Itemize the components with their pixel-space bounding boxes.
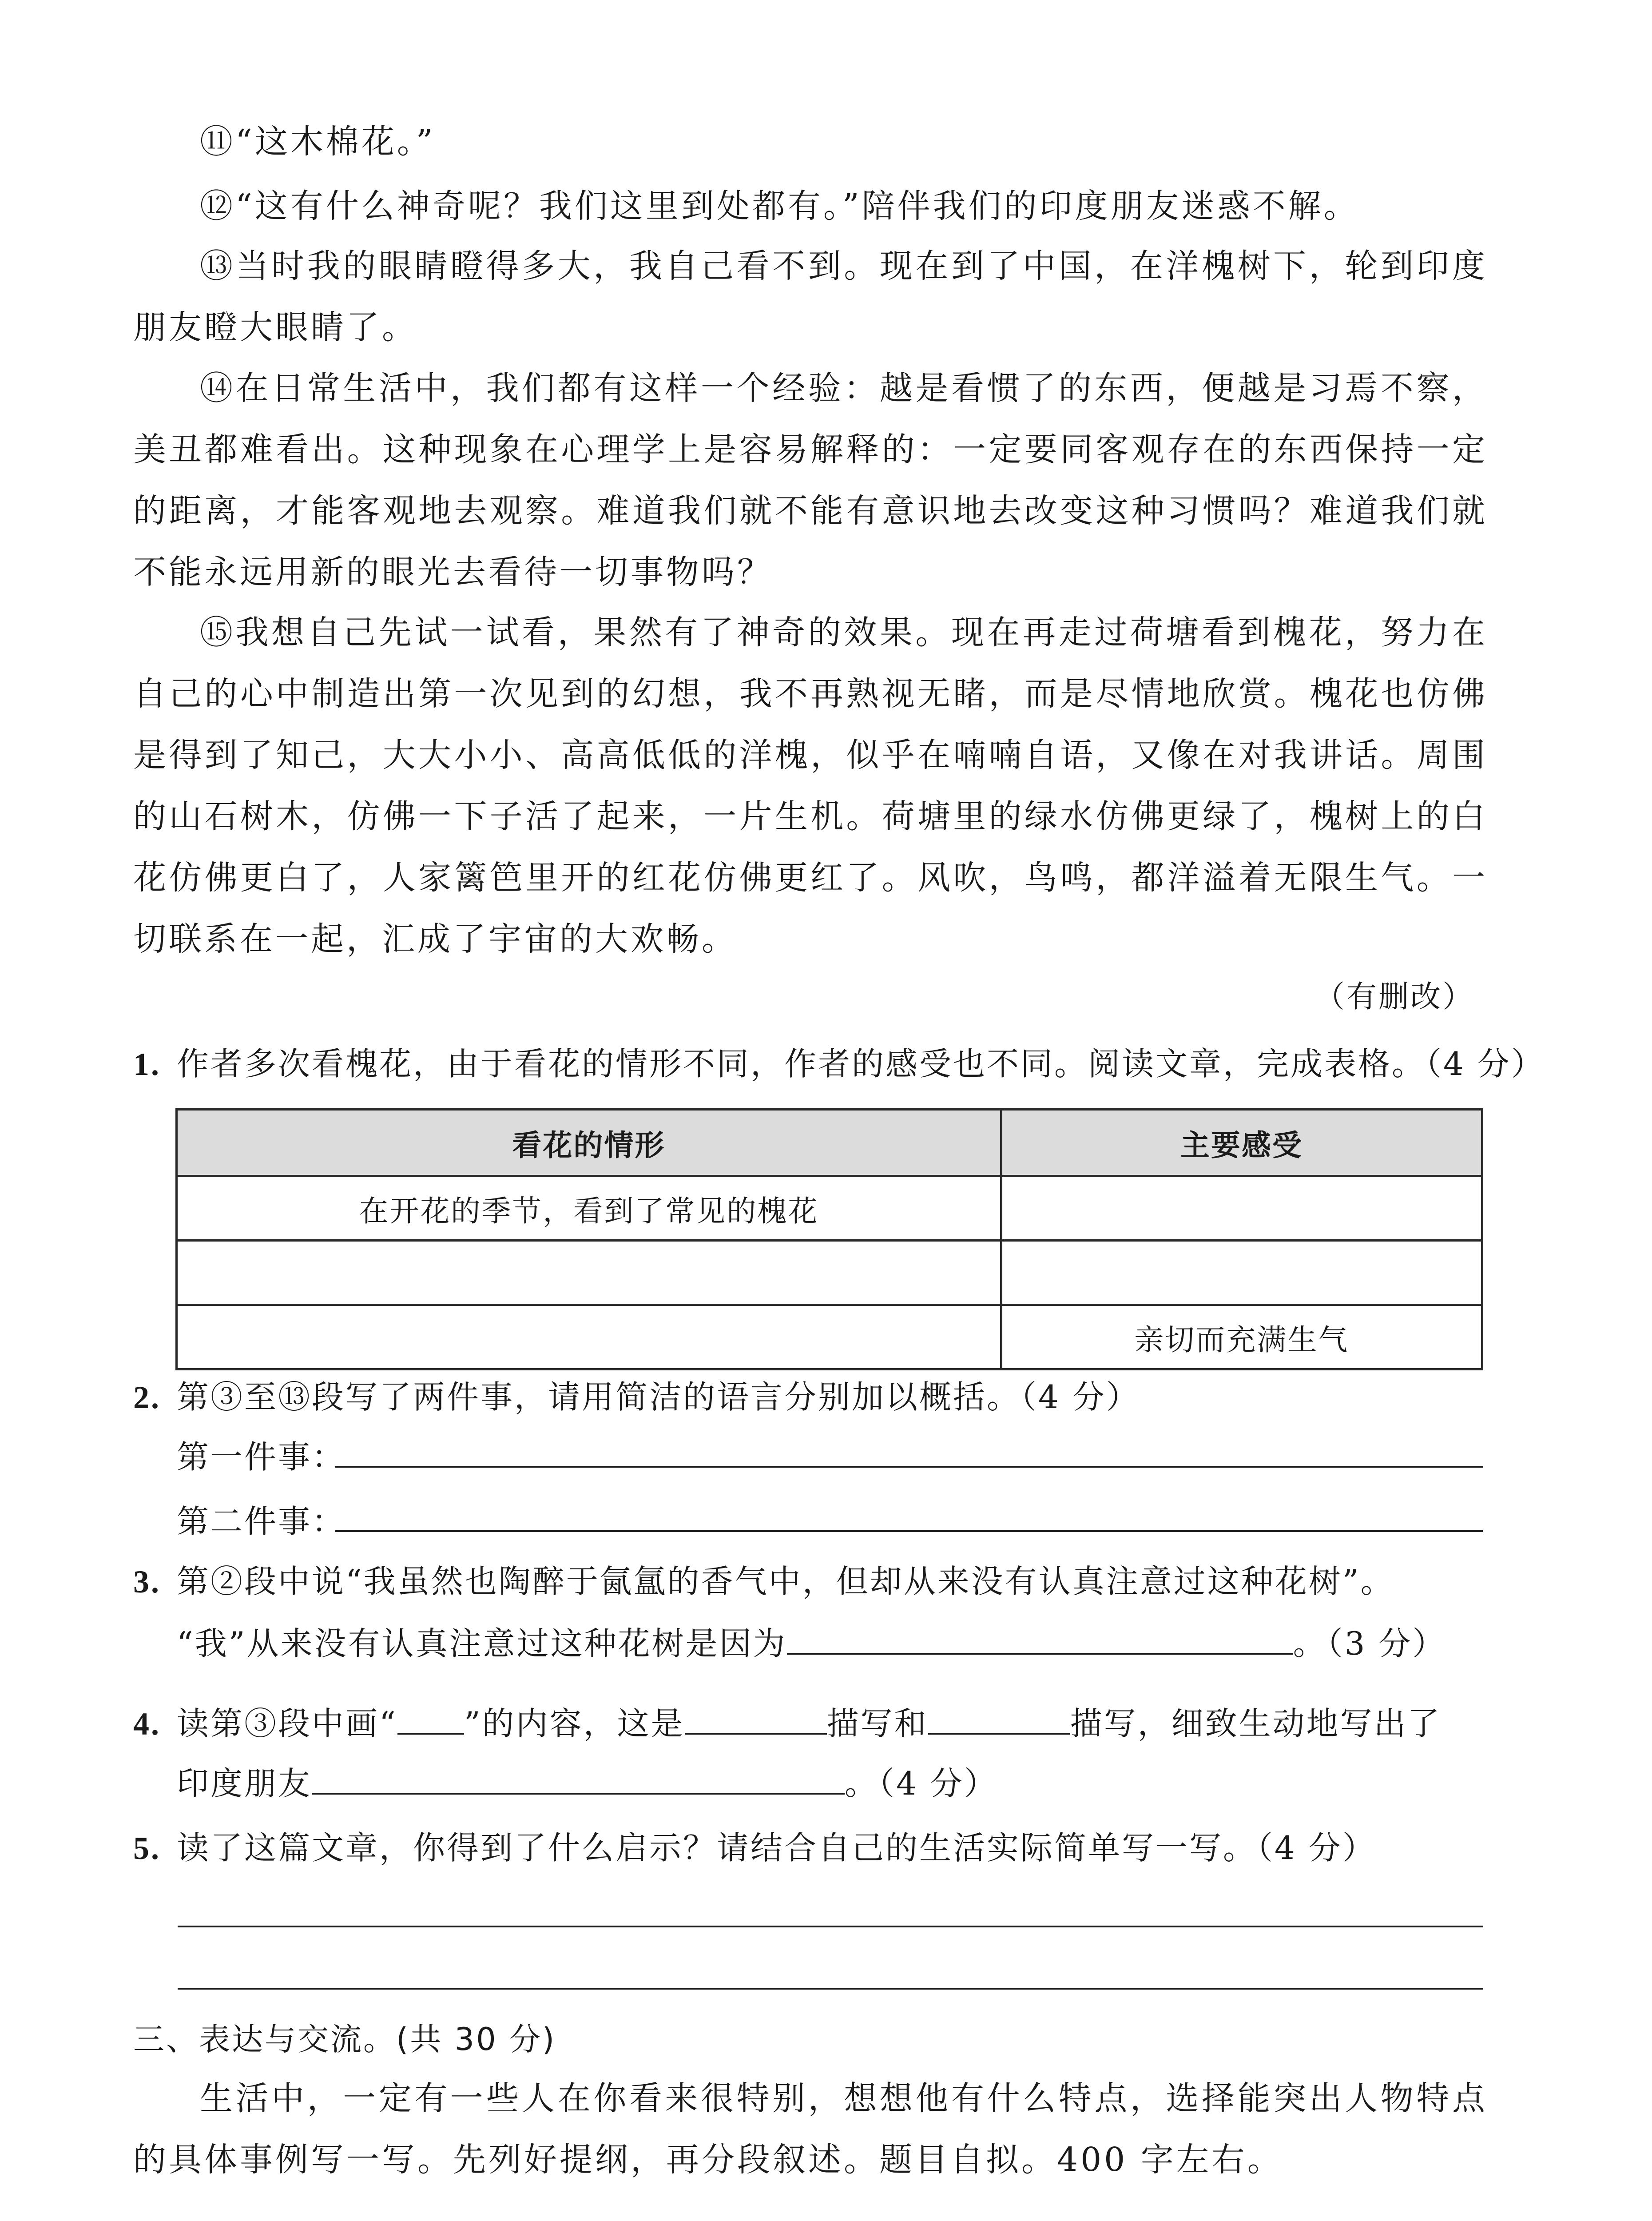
question-text: 第②段中说“我虽然也陶醉于氤氲的香气中，但却从来没有认真注意过这种花树”。	[177, 1563, 1394, 1600]
question-3	[133, 1559, 1488, 1604]
question-text: “我”从来没有认真注意过这种花树是因为	[177, 1625, 787, 1662]
question-text: ”的内容，这是	[464, 1705, 685, 1742]
question-number: 5.	[133, 1831, 161, 1866]
question-number: 3.	[133, 1564, 161, 1600]
question-text: 描写和	[826, 1705, 928, 1742]
score-note: 。（3 分）	[1293, 1625, 1446, 1662]
table-header-row	[177, 1110, 1482, 1176]
second-event-label: 第二件事：	[177, 1503, 346, 1540]
situation-cell: 在开花的季节，看到了常见的槐花	[177, 1176, 1001, 1241]
first-event-answer-line[interactable]	[335, 1466, 1483, 1468]
writing-prompt: 生活中，一定有一些人在你看来很特别，想想他有什么特点，选择能突出人物特点的具体事例写一写。先列好提纲，再分段叙述。题目自拟。400 字左右。	[133, 2079, 1488, 2179]
question-number: 1.	[133, 1047, 161, 1082]
question-number: 2.	[133, 1380, 161, 1415]
source-note: （有删改）	[1314, 979, 1474, 1015]
second-event-answer-line[interactable]	[335, 1530, 1483, 1532]
description-type-blank-2[interactable]	[928, 1702, 1070, 1735]
header-feeling: 主要感受	[1001, 1110, 1482, 1176]
paragraph-15: ⑮我想自己先试一试看，果然有了神奇的效果。现在再走过荷塘看到槐花，努力在自己的心中制造出第一次见到的幻想，我不再熟视无睹，而是尽情地欣赏。槐花也仿佛是得到了知己，大大小小、高高低低的洋槐，似乎在喃喃自语，又像在对我讲话。周围的山石树木，仿佛一下子活了起来，一片生机。荷塘里的绿水仿佛更绿了，槐树上的白花仿佛更白了，人家篱笆里开的红花仿佛更红了。风吹，鸟鸣，都洋溢着无限生气。一切联系在一起，汇成了宇宙的大欢畅。	[133, 613, 1488, 958]
feeling-cell[interactable]	[1001, 1176, 1482, 1241]
reason-blank[interactable]	[787, 1622, 1293, 1655]
feeling-cell[interactable]	[1001, 1241, 1482, 1305]
question-3-line-2	[177, 1621, 1446, 1666]
question-number: 4.	[133, 1706, 161, 1742]
section-3-title: 三、表达与交流。(共 30 分)	[133, 2021, 556, 2058]
first-event-label: 第一件事：	[177, 1438, 346, 1476]
insight-answer-line-2[interactable]	[178, 1988, 1483, 1990]
question-text: 印度朋友	[177, 1765, 312, 1802]
situation-cell[interactable]	[177, 1305, 1001, 1369]
question-4	[133, 1701, 1488, 1746]
header-situation: 看花的情形	[177, 1110, 1001, 1176]
question-text: 描写，细致生动地写出了	[1070, 1705, 1442, 1742]
question-4-line-2	[177, 1761, 998, 1806]
paragraph-11: ⑪“这木棉花。”	[200, 123, 436, 161]
paragraph-12: ⑫“这有什么神奇呢？我们这里到处都有。”陪伴我们的印度朋友迷惑不解。	[200, 187, 1359, 225]
question-text: 读了这篇文章，你得到了什么启示？请结合自己的生活实际简单写一写。（4 分）	[177, 1829, 1376, 1867]
insight-answer-line-1[interactable]	[178, 1926, 1483, 1927]
table-row	[177, 1241, 1482, 1305]
description-type-blank-1[interactable]	[685, 1702, 827, 1735]
question-2	[133, 1375, 1488, 1420]
feeling-cell: 亲切而充满生气	[1001, 1305, 1482, 1369]
answer-table	[175, 1108, 1483, 1370]
question-text: 作者多次看槐花，由于看花的情形不同，作者的感受也不同。阅读文章，完成表格。（4 分）	[177, 1045, 1545, 1083]
question-5	[133, 1826, 1488, 1871]
paragraph-14: ⑭在日常生活中，我们都有这样一个经验：越是看惯了的东西，便越是习焉不察，美丑都难看出。这种现象在心理学上是容易解释的：一定要同客观存在的东西保持一定的距离，才能客观地去观察。难道我们就不能有意识地去改变这种习惯吗？难道我们就不能永远用新的眼光去看待一切事物吗？	[133, 369, 1488, 591]
question-text: 读第③段中画“	[177, 1705, 397, 1742]
situation-cell[interactable]	[177, 1241, 1001, 1305]
effect-blank[interactable]	[312, 1762, 845, 1795]
table-row	[177, 1176, 1482, 1241]
table-row	[177, 1305, 1482, 1369]
question-text: 第③至⑬段写了两件事，请用简洁的语言分别加以概括。（4 分）	[177, 1378, 1140, 1416]
underline-mark	[397, 1702, 464, 1735]
score-note: 。（4 分）	[845, 1765, 998, 1802]
question-1	[133, 1042, 1545, 1087]
paragraph-13: ⑬当时我的眼睛瞪得多大，我自己看不到。现在到了中国，在洋槐树下，轮到印度朋友瞪大眼睛了。	[133, 247, 1488, 346]
